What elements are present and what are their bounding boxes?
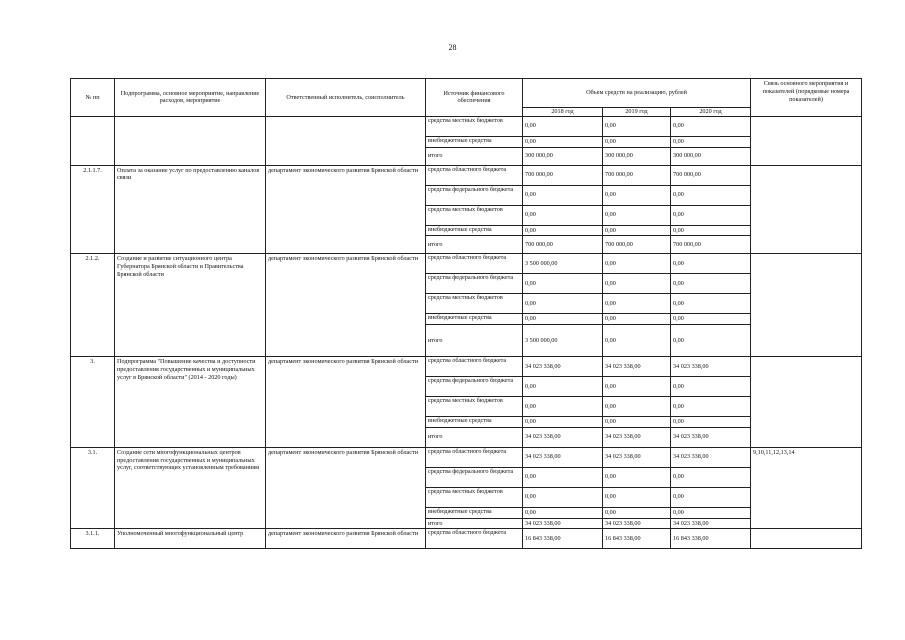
total-cell: 300 000,00 — [671, 147, 751, 165]
source-federal: средства федерального бюджета — [426, 377, 523, 397]
value-cell: 0,00 — [603, 397, 671, 417]
value-cell: 34 023 338,00 — [671, 447, 751, 467]
source-local: средства местных бюджетов — [426, 116, 523, 136]
value-cell: 0,00 — [523, 185, 603, 205]
executor: департамент экономического развития Брянской области — [266, 357, 426, 448]
value-cell: 0,00 — [671, 225, 751, 236]
value-cell: 0,00 — [523, 487, 603, 507]
source-local: средства местных бюджетов — [426, 294, 523, 314]
header-year-2020: 2020 год — [671, 108, 751, 117]
value-cell: 0,00 — [603, 294, 671, 314]
value-cell: 0,00 — [603, 185, 671, 205]
value-cell: 0,00 — [523, 205, 603, 225]
value-cell: 16 843 338,00 — [523, 529, 603, 549]
value-cell: 0,00 — [603, 205, 671, 225]
value-cell: 0,00 — [671, 254, 751, 274]
value-cell: 34 023 338,00 — [603, 357, 671, 377]
table-row — [71, 357, 862, 377]
measure-name: Оплата за оказание услуг по предоставлению каналов связи — [115, 165, 266, 254]
table-row — [71, 447, 862, 467]
value-cell: 0,00 — [523, 116, 603, 136]
page-number: 28 — [448, 43, 457, 52]
value-cell: 0,00 — [523, 274, 603, 294]
total-cell: 700 000,00 — [671, 236, 751, 254]
value-cell: 34 023 338,00 — [603, 447, 671, 467]
value-cell: 0,00 — [603, 467, 671, 487]
source-total: итого — [426, 236, 523, 254]
value-cell: 3 500 000,00 — [523, 254, 603, 274]
total-cell: 34 023 338,00 — [671, 427, 751, 447]
total-cell: 300 000,00 — [603, 147, 671, 165]
value-cell: 700 000,00 — [671, 165, 751, 185]
header-num: № пп — [71, 79, 115, 117]
row-number: 3. — [71, 357, 115, 448]
source-extra: внебюджетные средства — [426, 136, 523, 147]
measure-name: Подпрограмма "Повышение качества и доступности предоставления государственных и муниципальных услуг в Брянской области" (2014 - 2020 годы) — [115, 357, 266, 448]
value-cell: 0,00 — [671, 314, 751, 325]
measure-name: Создание сети многофункциональных центров предоставления государственных и муниципальных услуг, соответствующих установленным требованиям — [115, 447, 266, 529]
header-year-2018: 2018 год — [523, 108, 603, 117]
source-oblast: средства областного бюджета — [426, 254, 523, 274]
total-cell: 34 023 338,00 — [523, 518, 603, 529]
indicator-links: 9,10,11,12,13,14 — [751, 447, 862, 529]
value-cell: 0,00 — [671, 507, 751, 518]
value-cell: 0,00 — [603, 136, 671, 147]
header-name: Подпрограмма, основное мероприятие, направление расходов, мероприятие — [115, 79, 266, 117]
measure-name: Уполномоченный многофункциональный центр — [115, 529, 266, 549]
total-cell: 3 500 000,00 — [523, 325, 603, 357]
source-local: средства местных бюджетов — [426, 397, 523, 417]
value-cell: 700 000,00 — [523, 165, 603, 185]
header-source: Источник финансового обеспечения — [426, 79, 523, 117]
source-total: итого — [426, 147, 523, 165]
value-cell: 0,00 — [523, 377, 603, 397]
source-local: средства местных бюджетов — [426, 205, 523, 225]
total-cell: 34 023 338,00 — [603, 518, 671, 529]
source-oblast: средства областного бюджета — [426, 165, 523, 185]
value-cell: 0,00 — [671, 487, 751, 507]
executor: департамент экономического развития Брянской области — [266, 165, 426, 254]
value-cell: 34 023 338,00 — [523, 357, 603, 377]
source-federal: средства федерального бюджета — [426, 185, 523, 205]
value-cell: 0,00 — [603, 417, 671, 428]
header-executor: Ответственный исполнитель, соисполнитель — [266, 79, 426, 117]
source-oblast: средства областного бюджета — [426, 357, 523, 377]
value-cell: 0,00 — [603, 254, 671, 274]
value-cell: 0,00 — [523, 136, 603, 147]
header-volume: Объем средств на реализацию, рублей — [523, 79, 751, 108]
table-row — [71, 254, 862, 274]
value-cell: 0,00 — [671, 397, 751, 417]
executor: департамент экономического развития Брянской области — [266, 254, 426, 357]
row-number: 2.1.1.7. — [71, 165, 115, 254]
value-cell: 700 000,00 — [603, 165, 671, 185]
header-year-2019: 2019 год — [603, 108, 671, 117]
value-cell: 0,00 — [671, 294, 751, 314]
value-cell: 0,00 — [671, 136, 751, 147]
source-total: итого — [426, 427, 523, 447]
value-cell: 0,00 — [671, 274, 751, 294]
total-cell: 700 000,00 — [603, 236, 671, 254]
value-cell: 0,00 — [603, 225, 671, 236]
table-row — [71, 116, 862, 136]
executor: департамент экономического развития Брянской области — [266, 447, 426, 529]
source-extra: внебюджетные средства — [426, 417, 523, 428]
value-cell: 16 843 338,00 — [603, 529, 671, 549]
total-cell: 34 023 338,00 — [523, 427, 603, 447]
value-cell: 0,00 — [671, 185, 751, 205]
value-cell: 0,00 — [603, 377, 671, 397]
value-cell: 0,00 — [603, 116, 671, 136]
source-total: итого — [426, 518, 523, 529]
source-total: итого — [426, 325, 523, 357]
table-row — [71, 165, 862, 185]
value-cell: 0,00 — [671, 116, 751, 136]
header-link: Связь основного мероприятия и показателей (порядковые номера показателей) — [751, 79, 862, 117]
source-federal: средства федерального бюджета — [426, 274, 523, 294]
value-cell: 0,00 — [603, 487, 671, 507]
value-cell: 0,00 — [523, 225, 603, 236]
measure-name: Создание и развитие ситуационного центра Губернатора Брянской области и Правительства Брянской области — [115, 254, 266, 357]
total-cell: 34 023 338,00 — [671, 518, 751, 529]
value-cell: 0,00 — [603, 507, 671, 518]
source-oblast: средства областного бюджета — [426, 529, 523, 549]
source-local: средства местных бюджетов — [426, 487, 523, 507]
row-number: 3.1. — [71, 447, 115, 529]
source-extra: внебюджетные средства — [426, 225, 523, 236]
value-cell: 0,00 — [671, 377, 751, 397]
financing-table — [70, 78, 862, 549]
total-cell: 300 000,00 — [523, 147, 603, 165]
value-cell: 0,00 — [523, 294, 603, 314]
value-cell: 0,00 — [671, 205, 751, 225]
value-cell: 34 023 338,00 — [671, 357, 751, 377]
value-cell: 0,00 — [523, 314, 603, 325]
total-cell: 0,00 — [671, 325, 751, 357]
value-cell: 34 023 338,00 — [523, 447, 603, 467]
value-cell: 0,00 — [523, 417, 603, 428]
value-cell: 0,00 — [603, 274, 671, 294]
value-cell: 0,00 — [523, 467, 603, 487]
source-extra: внебюджетные средства — [426, 507, 523, 518]
row-number: 3.1.1. — [71, 529, 115, 549]
value-cell: 0,00 — [523, 397, 603, 417]
total-cell: 0,00 — [603, 325, 671, 357]
executor: департамент экономического развития Брянской области — [266, 529, 426, 549]
value-cell: 0,00 — [523, 507, 603, 518]
table-row — [71, 529, 862, 549]
source-extra: внебюджетные средства — [426, 314, 523, 325]
total-cell: 34 023 338,00 — [603, 427, 671, 447]
value-cell: 0,00 — [603, 314, 671, 325]
row-number: 2.1.2. — [71, 254, 115, 357]
value-cell: 16 843 338,00 — [671, 529, 751, 549]
source-oblast: средства областного бюджета — [426, 447, 523, 467]
value-cell: 0,00 — [671, 467, 751, 487]
total-cell: 700 000,00 — [523, 236, 603, 254]
value-cell: 0,00 — [671, 417, 751, 428]
source-federal: средства федерального бюджета — [426, 467, 523, 487]
